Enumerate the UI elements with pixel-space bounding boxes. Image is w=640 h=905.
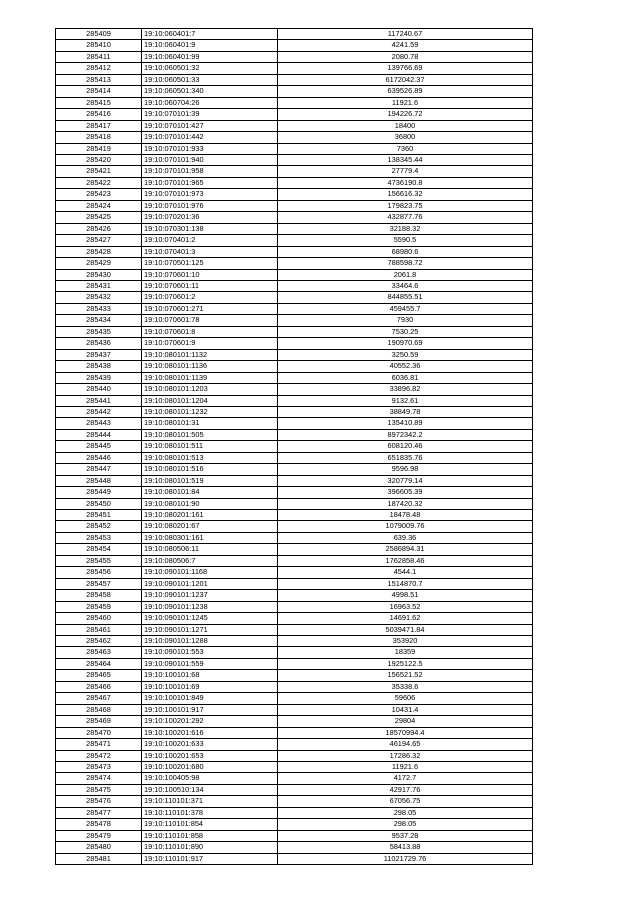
cadastral-number-cell: 19:10:080506:7 [142, 555, 278, 566]
table-row [56, 177, 533, 188]
row-id-cell: 285461 [56, 624, 142, 635]
value-cell: 1925122.5 [278, 658, 533, 669]
value-cell: 35338.6 [278, 681, 533, 692]
row-id-cell: 285454 [56, 544, 142, 555]
table-row [56, 647, 533, 658]
row-id-cell: 285464 [56, 658, 142, 669]
table-row [56, 361, 533, 372]
cadastral-number-cell: 19:10:080201:161 [142, 510, 278, 521]
value-cell: 2080.78 [278, 51, 533, 62]
table-row [56, 166, 533, 177]
cadastral-number-cell: 19:10:110101:854 [142, 819, 278, 830]
table-row [56, 29, 533, 40]
table-row [56, 521, 533, 532]
value-cell: 788598.72 [278, 258, 533, 269]
value-cell: 10431.4 [278, 704, 533, 715]
value-cell: 2586894.31 [278, 544, 533, 555]
table-row [56, 189, 533, 200]
cadastral-number-cell: 19:10:100101:69 [142, 681, 278, 692]
table-row [56, 739, 533, 750]
cadastral-number-cell: 19:10:100101:68 [142, 670, 278, 681]
value-cell: 179823.75 [278, 200, 533, 211]
table-row [56, 613, 533, 624]
value-cell: 9596.98 [278, 464, 533, 475]
value-cell: 33464.6 [278, 280, 533, 291]
table-row [56, 544, 533, 555]
cadastral-number-cell: 19:10:070101:427 [142, 120, 278, 131]
table-row [56, 658, 533, 669]
row-id-cell: 285458 [56, 590, 142, 601]
table-row [56, 86, 533, 97]
table-row [56, 418, 533, 429]
row-id-cell: 285478 [56, 819, 142, 830]
table-row [56, 132, 533, 143]
table-row [56, 796, 533, 807]
value-cell: 6036.81 [278, 372, 533, 383]
cadastral-number-cell: 19:10:100510:134 [142, 784, 278, 795]
table-row [56, 555, 533, 566]
value-cell: 194226.72 [278, 109, 533, 120]
table-row [56, 452, 533, 463]
row-id-cell: 285421 [56, 166, 142, 177]
value-cell: 27779.4 [278, 166, 533, 177]
table-row [56, 384, 533, 395]
row-id-cell: 285433 [56, 303, 142, 314]
row-id-cell: 285467 [56, 693, 142, 704]
row-id-cell: 285470 [56, 727, 142, 738]
table-row [56, 464, 533, 475]
cadastral-number-cell: 19:10:080101:1203 [142, 384, 278, 395]
cadastral-number-cell: 19:10:070101:940 [142, 154, 278, 165]
value-cell: 432877.76 [278, 212, 533, 223]
row-id-cell: 285427 [56, 235, 142, 246]
cadastral-number-cell: 19:10:060401:9 [142, 40, 278, 51]
cadastral-number-cell: 19:10:060501:32 [142, 63, 278, 74]
value-cell: 353920 [278, 636, 533, 647]
value-cell: 7360 [278, 143, 533, 154]
row-id-cell: 285411 [56, 51, 142, 62]
table-row [56, 532, 533, 543]
row-id-cell: 285429 [56, 258, 142, 269]
row-id-cell: 285448 [56, 475, 142, 486]
row-id-cell: 285471 [56, 739, 142, 750]
table-row [56, 498, 533, 509]
cadastral-number-cell: 19:10:070201:36 [142, 212, 278, 223]
cadastral-number-cell: 19:10:060401:99 [142, 51, 278, 62]
value-cell: 7530.25 [278, 326, 533, 337]
cadastral-number-cell: 19:10:080101:505 [142, 429, 278, 440]
table-row [56, 303, 533, 314]
value-cell: 18400 [278, 120, 533, 131]
cadastral-number-cell: 19:10:110101:917 [142, 853, 278, 864]
table-row [56, 784, 533, 795]
value-cell: 32188.32 [278, 223, 533, 234]
row-id-cell: 285473 [56, 762, 142, 773]
value-cell: 58413.88 [278, 842, 533, 853]
table-row [56, 200, 533, 211]
cadastral-number-cell: 19:10:090101:1201 [142, 578, 278, 589]
table-row [56, 578, 533, 589]
cadastral-number-cell: 19:10:070101:958 [142, 166, 278, 177]
cadastral-number-cell: 19:10:070101:442 [142, 132, 278, 143]
table-row [56, 372, 533, 383]
row-id-cell: 285469 [56, 716, 142, 727]
cadastral-number-cell: 19:10:100201:616 [142, 727, 278, 738]
row-id-cell: 285413 [56, 74, 142, 85]
value-cell: 2061.8 [278, 269, 533, 280]
cadastral-number-cell: 19:10:070601:9 [142, 338, 278, 349]
table-row [56, 693, 533, 704]
row-id-cell: 285422 [56, 177, 142, 188]
value-cell: 59606 [278, 693, 533, 704]
value-cell: 9537.28 [278, 830, 533, 841]
value-cell: 40552.36 [278, 361, 533, 372]
table-body [56, 29, 533, 865]
table-row [56, 830, 533, 841]
cadastral-number-cell: 19:10:070101:965 [142, 177, 278, 188]
value-cell: 46194.65 [278, 739, 533, 750]
row-id-cell: 285442 [56, 406, 142, 417]
cadastral-number-cell: 19:10:090101:1237 [142, 590, 278, 601]
row-id-cell: 285465 [56, 670, 142, 681]
cadastral-number-cell: 19:10:090101:1271 [142, 624, 278, 635]
cadastral-number-cell: 19:10:080201:67 [142, 521, 278, 532]
table-row [56, 601, 533, 612]
cadastral-number-cell: 19:10:060401:7 [142, 29, 278, 40]
table-row [56, 807, 533, 818]
row-id-cell: 285475 [56, 784, 142, 795]
row-id-cell: 285425 [56, 212, 142, 223]
row-id-cell: 285453 [56, 532, 142, 543]
value-cell: 11921.6 [278, 762, 533, 773]
row-id-cell: 285462 [56, 636, 142, 647]
row-id-cell: 285447 [56, 464, 142, 475]
cadastral-number-cell: 19:10:090101:559 [142, 658, 278, 669]
row-id-cell: 285452 [56, 521, 142, 532]
value-cell: 320779.14 [278, 475, 533, 486]
cadastral-number-cell: 19:10:090101:1168 [142, 567, 278, 578]
value-cell: 156521.52 [278, 670, 533, 681]
value-cell: 1079009.76 [278, 521, 533, 532]
table-row [56, 40, 533, 51]
value-cell: 138345.44 [278, 154, 533, 165]
value-cell: 33896.82 [278, 384, 533, 395]
value-cell: 18359 [278, 647, 533, 658]
value-cell: 187420.32 [278, 498, 533, 509]
table-row [56, 681, 533, 692]
value-cell: 639526.89 [278, 86, 533, 97]
row-id-cell: 285435 [56, 326, 142, 337]
row-id-cell: 285409 [56, 29, 142, 40]
table-row [56, 326, 533, 337]
table-row [56, 143, 533, 154]
table-row [56, 762, 533, 773]
cadastral-number-cell: 19:10:080101:90 [142, 498, 278, 509]
cadastral-number-cell: 19:10:070401:2 [142, 235, 278, 246]
value-cell: 7930 [278, 315, 533, 326]
table-row [56, 475, 533, 486]
value-cell: 4544.1 [278, 567, 533, 578]
row-id-cell: 285441 [56, 395, 142, 406]
value-cell: 298.05 [278, 807, 533, 818]
row-id-cell: 285423 [56, 189, 142, 200]
cadastral-number-cell: 19:10:070101:973 [142, 189, 278, 200]
row-id-cell: 285415 [56, 97, 142, 108]
cadastral-number-cell: 19:10:080101:31 [142, 418, 278, 429]
cadastral-number-cell: 19:10:110101:378 [142, 807, 278, 818]
row-id-cell: 285430 [56, 269, 142, 280]
cadastral-number-cell: 19:10:070301:138 [142, 223, 278, 234]
table-row [56, 624, 533, 635]
value-cell: 651835.76 [278, 452, 533, 463]
value-cell: 36800 [278, 132, 533, 143]
value-cell: 16963.52 [278, 601, 533, 612]
cadastral-number-cell: 19:10:100201:653 [142, 750, 278, 761]
cadastral-number-cell: 19:10:080101:1139 [142, 372, 278, 383]
row-id-cell: 285476 [56, 796, 142, 807]
value-cell: 298.05 [278, 819, 533, 830]
table-row [56, 441, 533, 452]
value-cell: 5039471.84 [278, 624, 533, 635]
row-id-cell: 285451 [56, 510, 142, 521]
table-row [56, 269, 533, 280]
row-id-cell: 285424 [56, 200, 142, 211]
table-row [56, 406, 533, 417]
cadastral-number-cell: 19:10:090101:553 [142, 647, 278, 658]
cadastral-number-cell: 19:10:080101:1232 [142, 406, 278, 417]
table-row [56, 429, 533, 440]
value-cell: 844855.51 [278, 292, 533, 303]
row-id-cell: 285420 [56, 154, 142, 165]
cadastral-number-cell: 19:10:080506:11 [142, 544, 278, 555]
cadastral-number-cell: 19:10:080101:1132 [142, 349, 278, 360]
value-cell: 4241.59 [278, 40, 533, 51]
table-row [56, 487, 533, 498]
table-row [56, 750, 533, 761]
row-id-cell: 285436 [56, 338, 142, 349]
row-id-cell: 285440 [56, 384, 142, 395]
cadastral-number-cell: 19:10:070601:78 [142, 315, 278, 326]
cadastral-number-cell: 19:10:070601:10 [142, 269, 278, 280]
cadastral-number-cell: 19:10:070401:3 [142, 246, 278, 257]
cadastral-number-cell: 19:10:100101:917 [142, 704, 278, 715]
row-id-cell: 285480 [56, 842, 142, 853]
row-id-cell: 285481 [56, 853, 142, 864]
cadastral-number-cell: 19:10:100201:292 [142, 716, 278, 727]
table-row [56, 235, 533, 246]
row-id-cell: 285434 [56, 315, 142, 326]
row-id-cell: 285468 [56, 704, 142, 715]
value-cell: 639.36 [278, 532, 533, 543]
cadastral-number-cell: 19:10:090101:1288 [142, 636, 278, 647]
table-row [56, 704, 533, 715]
table-row [56, 258, 533, 269]
row-id-cell: 285444 [56, 429, 142, 440]
table-row [56, 120, 533, 131]
value-cell: 190970.69 [278, 338, 533, 349]
row-id-cell: 285417 [56, 120, 142, 131]
table-row [56, 773, 533, 784]
table-row [56, 63, 533, 74]
row-id-cell: 285459 [56, 601, 142, 612]
table-row [56, 853, 533, 864]
cadastral-number-cell: 19:10:110101:858 [142, 830, 278, 841]
row-id-cell: 285437 [56, 349, 142, 360]
cadastral-number-cell: 19:10:070601:271 [142, 303, 278, 314]
cadastral-number-cell: 19:10:080101:519 [142, 475, 278, 486]
row-id-cell: 285418 [56, 132, 142, 143]
cadastral-value-table [55, 28, 533, 865]
table-row [56, 246, 533, 257]
value-cell: 4736190.8 [278, 177, 533, 188]
row-id-cell: 285457 [56, 578, 142, 589]
cadastral-number-cell: 19:10:060501:33 [142, 74, 278, 85]
row-id-cell: 285463 [56, 647, 142, 658]
table-row [56, 51, 533, 62]
value-cell: 1514870.7 [278, 578, 533, 589]
value-cell: 11921.6 [278, 97, 533, 108]
row-id-cell: 285456 [56, 567, 142, 578]
cadastral-number-cell: 19:10:080301:161 [142, 532, 278, 543]
value-cell: 68980.6 [278, 246, 533, 257]
row-id-cell: 285443 [56, 418, 142, 429]
value-cell: 11021729.76 [278, 853, 533, 864]
row-id-cell: 285419 [56, 143, 142, 154]
value-cell: 4172.7 [278, 773, 533, 784]
table-row [56, 315, 533, 326]
cadastral-number-cell: 19:10:060704:26 [142, 97, 278, 108]
row-id-cell: 285432 [56, 292, 142, 303]
table-row [56, 109, 533, 120]
table-row [56, 395, 533, 406]
cadastral-number-cell: 19:10:070501:125 [142, 258, 278, 269]
value-cell: 6172042.37 [278, 74, 533, 85]
cadastral-number-cell: 19:10:100201:680 [142, 762, 278, 773]
cadastral-number-cell: 19:10:100201:633 [142, 739, 278, 750]
value-cell: 396605.39 [278, 487, 533, 498]
row-id-cell: 285416 [56, 109, 142, 120]
table-row [56, 349, 533, 360]
cadastral-number-cell: 19:10:070601:8 [142, 326, 278, 337]
table-row [56, 74, 533, 85]
cadastral-number-cell: 19:10:070601:2 [142, 292, 278, 303]
table-row [56, 819, 533, 830]
table-row [56, 716, 533, 727]
value-cell: 14691.62 [278, 613, 533, 624]
value-cell: 17286.32 [278, 750, 533, 761]
table-row [56, 636, 533, 647]
table-row [56, 842, 533, 853]
value-cell: 4998.51 [278, 590, 533, 601]
value-cell: 8972342.2 [278, 429, 533, 440]
table-row [56, 212, 533, 223]
table-row [56, 510, 533, 521]
cadastral-number-cell: 19:10:080101:1136 [142, 361, 278, 372]
value-cell: 3250.59 [278, 349, 533, 360]
row-id-cell: 285460 [56, 613, 142, 624]
table-row [56, 223, 533, 234]
cadastral-number-cell: 19:10:110101:371 [142, 796, 278, 807]
value-cell: 139766.69 [278, 63, 533, 74]
cadastral-number-cell: 19:10:080101:511 [142, 441, 278, 452]
cadastral-number-cell: 19:10:080101:516 [142, 464, 278, 475]
cadastral-number-cell: 19:10:080101:84 [142, 487, 278, 498]
cadastral-number-cell: 19:10:100101:849 [142, 693, 278, 704]
table-row [56, 590, 533, 601]
cadastral-number-cell: 19:10:090101:1245 [142, 613, 278, 624]
table-row [56, 280, 533, 291]
cadastral-number-cell: 19:10:110101:890 [142, 842, 278, 853]
row-id-cell: 285426 [56, 223, 142, 234]
value-cell: 38849.78 [278, 406, 533, 417]
table-row [56, 97, 533, 108]
table-row [56, 727, 533, 738]
value-cell: 67056.75 [278, 796, 533, 807]
value-cell: 608120.46 [278, 441, 533, 452]
row-id-cell: 285445 [56, 441, 142, 452]
row-id-cell: 285412 [56, 63, 142, 74]
value-cell: 459455.7 [278, 303, 533, 314]
table-row [56, 154, 533, 165]
cadastral-number-cell: 19:10:080101:513 [142, 452, 278, 463]
row-id-cell: 285479 [56, 830, 142, 841]
table-row [56, 292, 533, 303]
row-id-cell: 285414 [56, 86, 142, 97]
row-id-cell: 285431 [56, 280, 142, 291]
value-cell: 156616.32 [278, 189, 533, 200]
cadastral-number-cell: 19:10:100405:98 [142, 773, 278, 784]
row-id-cell: 285477 [56, 807, 142, 818]
cadastral-number-cell: 19:10:070101:976 [142, 200, 278, 211]
cadastral-number-cell: 19:10:070101:39 [142, 109, 278, 120]
cadastral-number-cell: 19:10:060501:340 [142, 86, 278, 97]
row-id-cell: 285410 [56, 40, 142, 51]
row-id-cell: 285474 [56, 773, 142, 784]
value-cell: 42917.76 [278, 784, 533, 795]
row-id-cell: 285439 [56, 372, 142, 383]
cadastral-number-cell: 19:10:090101:1238 [142, 601, 278, 612]
value-cell: 9132.61 [278, 395, 533, 406]
cadastral-number-cell: 19:10:080101:1204 [142, 395, 278, 406]
value-cell: 18570994.4 [278, 727, 533, 738]
row-id-cell: 285450 [56, 498, 142, 509]
value-cell: 135410.89 [278, 418, 533, 429]
value-cell: 117240.67 [278, 29, 533, 40]
cadastral-number-cell: 19:10:070601:11 [142, 280, 278, 291]
value-cell: 29804 [278, 716, 533, 727]
row-id-cell: 285472 [56, 750, 142, 761]
row-id-cell: 285428 [56, 246, 142, 257]
value-cell: 1762858.46 [278, 555, 533, 566]
table-row [56, 567, 533, 578]
row-id-cell: 285438 [56, 361, 142, 372]
cadastral-number-cell: 19:10:070101:933 [142, 143, 278, 154]
table-row [56, 338, 533, 349]
row-id-cell: 285466 [56, 681, 142, 692]
row-id-cell: 285449 [56, 487, 142, 498]
table-row [56, 670, 533, 681]
value-cell: 18478.48 [278, 510, 533, 521]
value-cell: 5590.5 [278, 235, 533, 246]
row-id-cell: 285455 [56, 555, 142, 566]
row-id-cell: 285446 [56, 452, 142, 463]
